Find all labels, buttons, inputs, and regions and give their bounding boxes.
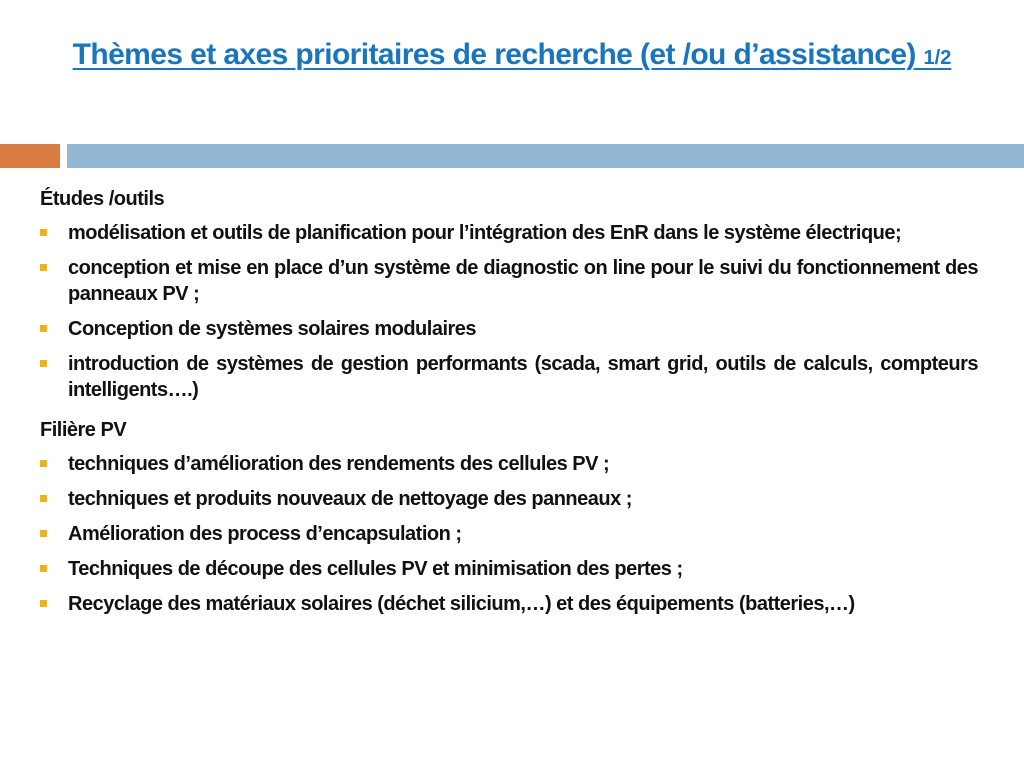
section-heading-etudes: Études /outils (40, 188, 165, 210)
square-bullet-icon (40, 495, 47, 502)
list-item (40, 556, 978, 582)
page-indicator: 1/2 (923, 47, 952, 69)
list-item-text: techniques et produits nouveaux de nettoyage des panneaux ; (68, 488, 632, 510)
square-bullet-icon (40, 229, 47, 236)
title-text: Thèmes et axes prioritaires de recherche (et /ou d’assistance) (72, 38, 916, 71)
list-item-text: Techniques de découpe des cellules PV et minimisation des pertes ; (68, 558, 683, 580)
list-item-text: techniques d’amélioration des rendements des cellules PV ; (68, 453, 610, 475)
slide-content (40, 186, 978, 626)
list-item-text: Amélioration des process d’encapsulation ; (68, 523, 462, 545)
list-item-text: modélisation et outils de planification pour l’intégration des EnR dans le système électrique; (68, 222, 902, 244)
list-item (40, 451, 978, 477)
page-title (0, 38, 1024, 72)
square-bullet-icon (40, 325, 47, 332)
square-bullet-icon (40, 360, 47, 367)
bullet-list-etudes (40, 220, 978, 403)
decorative-bar-orange (0, 144, 60, 168)
list-item (40, 255, 978, 307)
list-item (40, 486, 978, 512)
list-item (40, 351, 978, 403)
decorative-bar-blue (67, 144, 1024, 168)
list-item-text: introduction de systèmes de gestion performants (scada, smart grid, outils de calculs, compteurs intelligents….) (68, 353, 978, 401)
list-item-text: conception et mise en place d’un système de diagnostic on line pour le suivi du fonctionnement des panneaux PV ; (68, 257, 978, 305)
list-item (40, 220, 978, 246)
section-heading-filiere-pv: Filière PV (40, 419, 127, 441)
bullet-list-filiere-pv (40, 451, 978, 617)
square-bullet-icon (40, 264, 47, 271)
square-bullet-icon (40, 565, 47, 572)
square-bullet-icon (40, 460, 47, 467)
list-item-text: Recyclage des matériaux solaires (déchet silicium,…) et des équipements (batteries,…) (68, 593, 855, 615)
square-bullet-icon (40, 530, 47, 537)
list-item (40, 521, 978, 547)
list-item (40, 591, 978, 617)
square-bullet-icon (40, 600, 47, 607)
list-item-text: Conception de systèmes solaires modulaires (68, 318, 477, 340)
list-item (40, 316, 978, 342)
